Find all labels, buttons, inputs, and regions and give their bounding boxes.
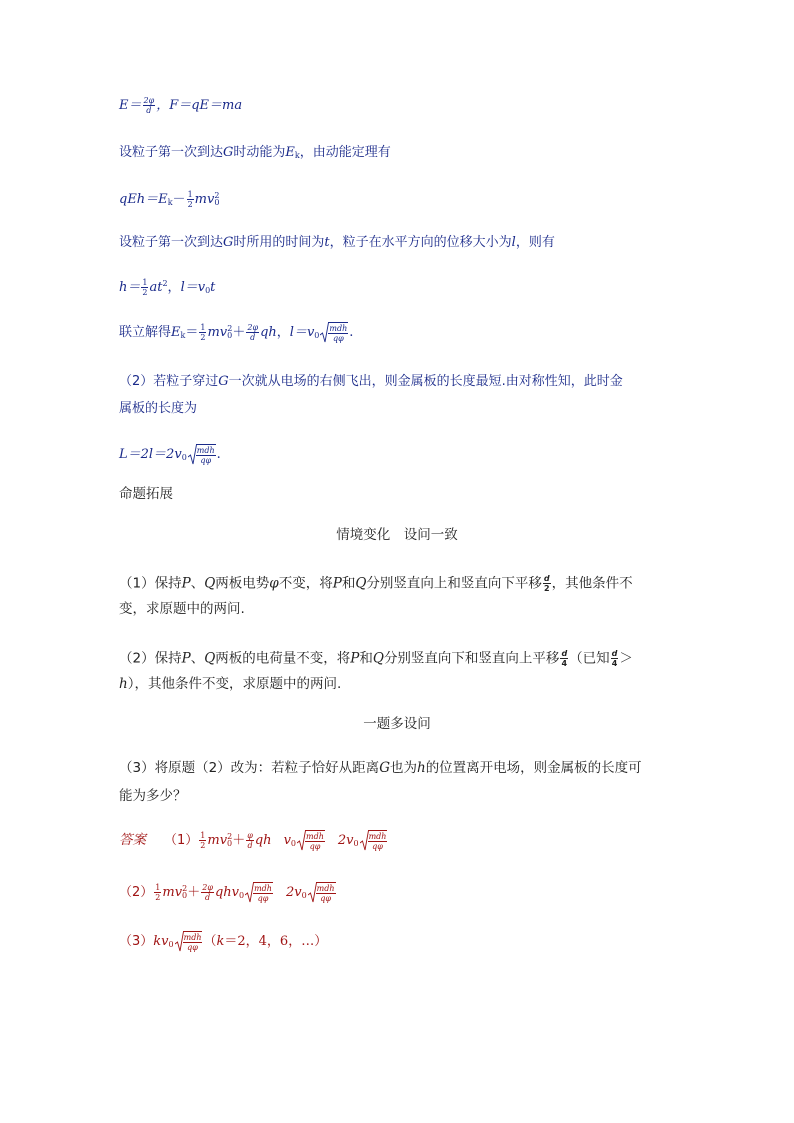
question-1-line-1: （1）保持P、Q两板电势φ不变，将P和Q分别竖直向上和竖直向下平移 $\frac{d}{2}$ ，其他条件不: [119, 574, 633, 593]
section-title-multi-question: 一题多设问: [363, 716, 431, 732]
fraction-2phi-over-d: $\frac{2\varphi}{d}$: [247, 323, 259, 342]
equation-plate-length: $L=2l=2v_0$ $\frac{\text{mdh}}{q\varphi}$ .: [119, 446, 221, 465]
equation-work-energy: $qEh=E_k-$ $\frac{1}{2}$ $mv_0^2$: [119, 190, 220, 209]
square-root: $\frac{\text{mdh}}{q\varphi}$: [360, 830, 389, 851]
text-kinetic-energy-intro: 设粒子第一次到达G时动能为$E_k$，由动能定理有: [119, 145, 391, 160]
square-root: $\frac{\text{mdh}}{q\varphi}$: [188, 444, 217, 465]
answer-2: （2） $\frac{1}{2}$ $mv_0^2+$ $\frac{2\varphi}{d}$ qhv$_0$ $\frac{\text{mdh}}{q\varphi}$ $2v_0$ $\frac{\text{mdh}}{q\varphi}$: [119, 883, 335, 903]
square-root: $\frac{\text{mdh}}{q\varphi}$: [245, 882, 274, 903]
question-2-line-2: h），其他条件不变，求原题中的两问.: [119, 676, 342, 692]
fraction-2phi-over-d: $\frac{2\varphi}{d}$: [143, 96, 155, 115]
fraction-half: $\frac{1}{2}$: [200, 831, 206, 850]
text-shortest-plate: （2）若粒子穿过G一次就从电场的右侧飞出，则金属板的长度最短.由对称性知，此时金: [119, 374, 623, 389]
square-root: $\frac{\text{mdh}}{q\varphi}$: [320, 322, 349, 343]
section-title-variant: 情境变化 设问一致: [336, 527, 458, 543]
text-plate-length: 属板的长度为: [119, 401, 198, 416]
answer-label: 答案: [119, 832, 146, 848]
fraction-half: $\frac{1}{2}$: [155, 883, 161, 902]
fraction-d-over-2: $\frac{d}{2}$: [543, 574, 550, 593]
force-relation: ，F＝qE＝ma: [156, 98, 243, 113]
square-root: $\frac{\text{mdh}}{q\varphi}$: [297, 830, 326, 851]
section-title-expansion: 命题拓展: [119, 486, 173, 502]
question-1-line-2: 变，求原题中的两问.: [119, 601, 245, 617]
equation-field-force: [119, 96, 242, 115]
fraction-half: $\frac{1}{2}$: [200, 323, 206, 342]
e-equals: E＝: [119, 98, 142, 113]
fraction-phi-over-d: $\frac{\varphi}{d}$: [247, 831, 253, 850]
square-root: $\frac{\text{mdh}}{q\varphi}$: [308, 882, 337, 903]
fraction-half: $\frac{1}{2}$: [187, 190, 193, 209]
square-root: $\frac{\text{mdh}}{q\varphi}$: [175, 931, 204, 952]
answer-3: $(3)kv_0$ $\frac{\text{mdh}}{q\varphi}$ （k＝2，4，6，…）: [119, 933, 328, 952]
question-2-line-1: （2）保持P、Q两板的电荷量不变，将P和Q分别竖直向下和竖直向上平移 $\frac{d}{4}$ （已知 $\frac{d}{4}$ ＞: [119, 649, 633, 668]
equation-kinematics: h＝ $\frac{1}{2}$ $at^2$，$l=v_0t$: [119, 278, 216, 297]
question-3-line-2: 能为多少？: [119, 788, 187, 804]
text-time-displacement: 设粒子第一次到达G时所用的时间为t，粒子在水平方向的位移大小为l，则有: [119, 235, 555, 250]
equation-combined-solution: 联立解得$E_k=$ $\frac{1}{2}$ $mv_0^2+$ $\frac{2\varphi}{d}$ qh，$l=v_0$ $\frac{\text{mdh}}{q\varphi}$ .: [119, 323, 354, 343]
answer-1: 答案 （1） $\frac{1}{2}$ $mv_0^2+$ $\frac{\varphi}{d}$ qh $v_0$ $\frac{\text{mdh}}{q\varphi}$ $2v_0$ $\frac{\text{mdh}}{q\varphi}$: [119, 831, 387, 851]
question-3-line-1: （3）将原题（2）改为：若粒子恰好从距离G也为h的位置离开电场，则金属板的长度可: [119, 760, 642, 776]
fraction-2phi-over-d: $\frac{2\varphi}{d}$: [202, 883, 213, 902]
fraction-d-over-4: $\frac{d}{4}$: [561, 649, 568, 668]
fraction-d-over-4-condition: $\frac{d}{4}$: [611, 649, 618, 668]
fraction-half: $\frac{1}{2}$: [142, 278, 148, 297]
